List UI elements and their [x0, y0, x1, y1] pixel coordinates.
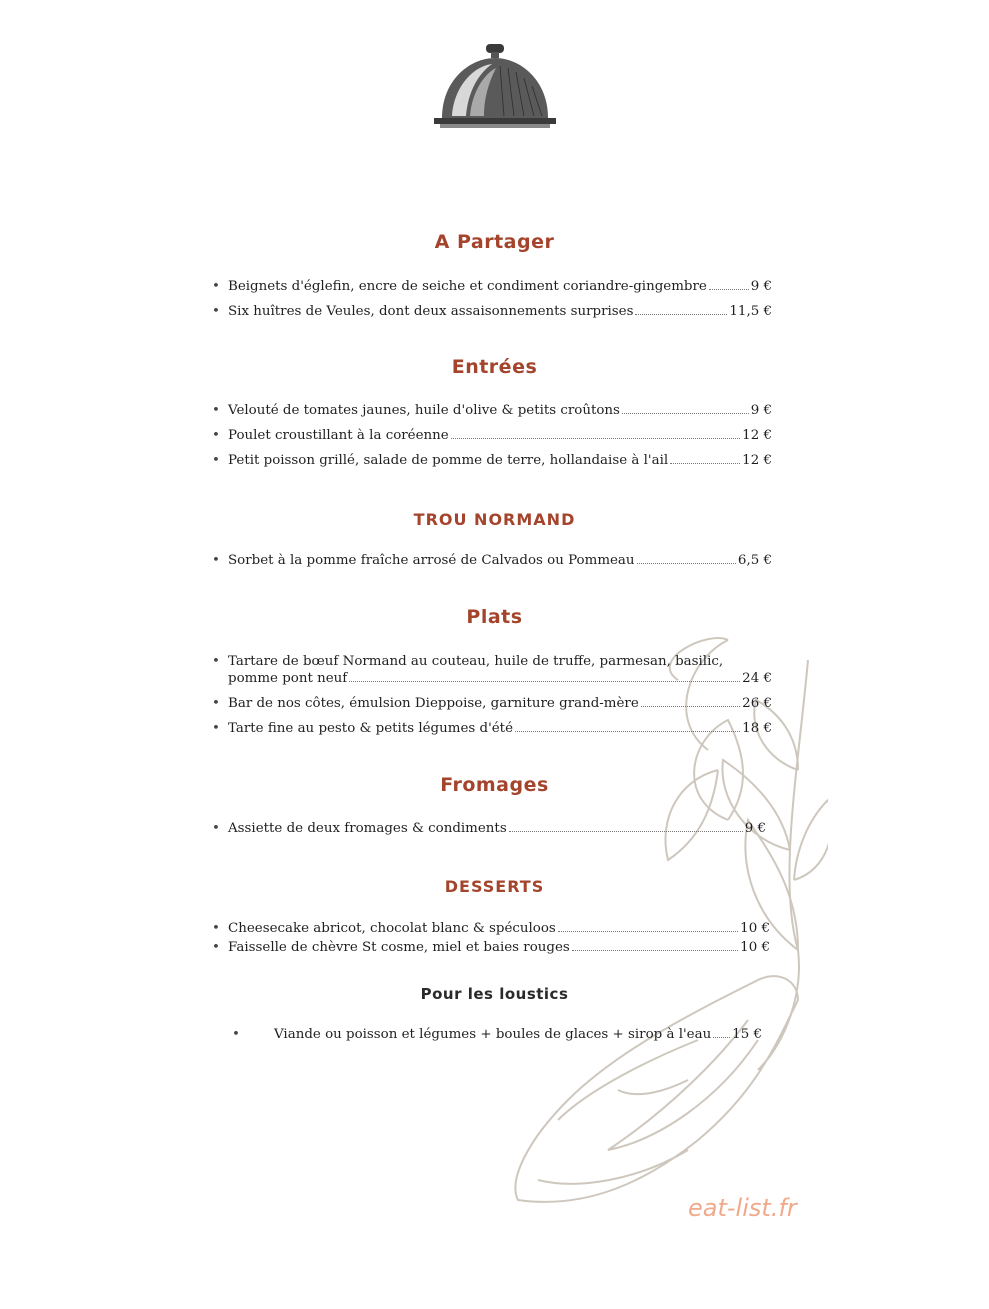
menu-item: • Cheesecake abricot, chocolat blanc & spéculoos 10 €	[212, 921, 770, 936]
section-title-trou-normand: TROU NORMAND	[413, 510, 576, 529]
menu-item: • Assiette de deux fromages & condiments 9 €	[212, 821, 766, 836]
menu-item: • Faisselle de chèvre St cosme, miel et baies rouges 10 €	[212, 940, 770, 955]
section-title-loustics: Pour les loustics	[420, 985, 569, 1003]
menu-item: • Poulet croustillant à la coréenne 12 €	[212, 428, 772, 443]
section-title-desserts: DESSERTS	[444, 877, 545, 896]
menu-item: • Velouté de tomates jaunes, huile d'olive & petits croûtons 9 €	[212, 403, 772, 418]
menu-item: • Six huîtres de Veules, dont deux assaisonnements surprises 11,5 €	[212, 304, 772, 319]
watermark: eat-list.fr	[688, 1194, 797, 1222]
menu-item: • Tarte fine au pesto & petits légumes d'été 18 €	[212, 721, 772, 736]
menu-item: • Sorbet à la pomme fraîche arrosé de Calvados ou Pommeau 6,5 €	[212, 553, 772, 568]
menu-item: • Beignets d'églefin, encre de seiche et condiment coriandre-gingembre 9 €	[212, 279, 772, 294]
section-title-partager: A Partager	[434, 231, 555, 253]
section-title-fromages: Fromages	[440, 774, 549, 796]
menu-item: • Tartare de bœuf Normand au couteau, huile de truffe, parmesan, basilic, pomme pont neuf 24 €	[212, 654, 772, 686]
section-title-plats: Plats	[466, 606, 523, 628]
menu-item: • Viande ou poisson et légumes + boules de glaces + sirop à l'eau 15 €	[232, 1027, 762, 1042]
menu-item: • Bar de nos côtes, émulsion Dieppoise, garniture grand-mère 26 €	[212, 696, 772, 711]
section-title-entrees: Entrées	[451, 356, 538, 378]
cloche-icon	[430, 40, 560, 132]
menu-item: • Petit poisson grillé, salade de pomme de terre, hollandaise à l'ail 12 €	[212, 453, 772, 468]
